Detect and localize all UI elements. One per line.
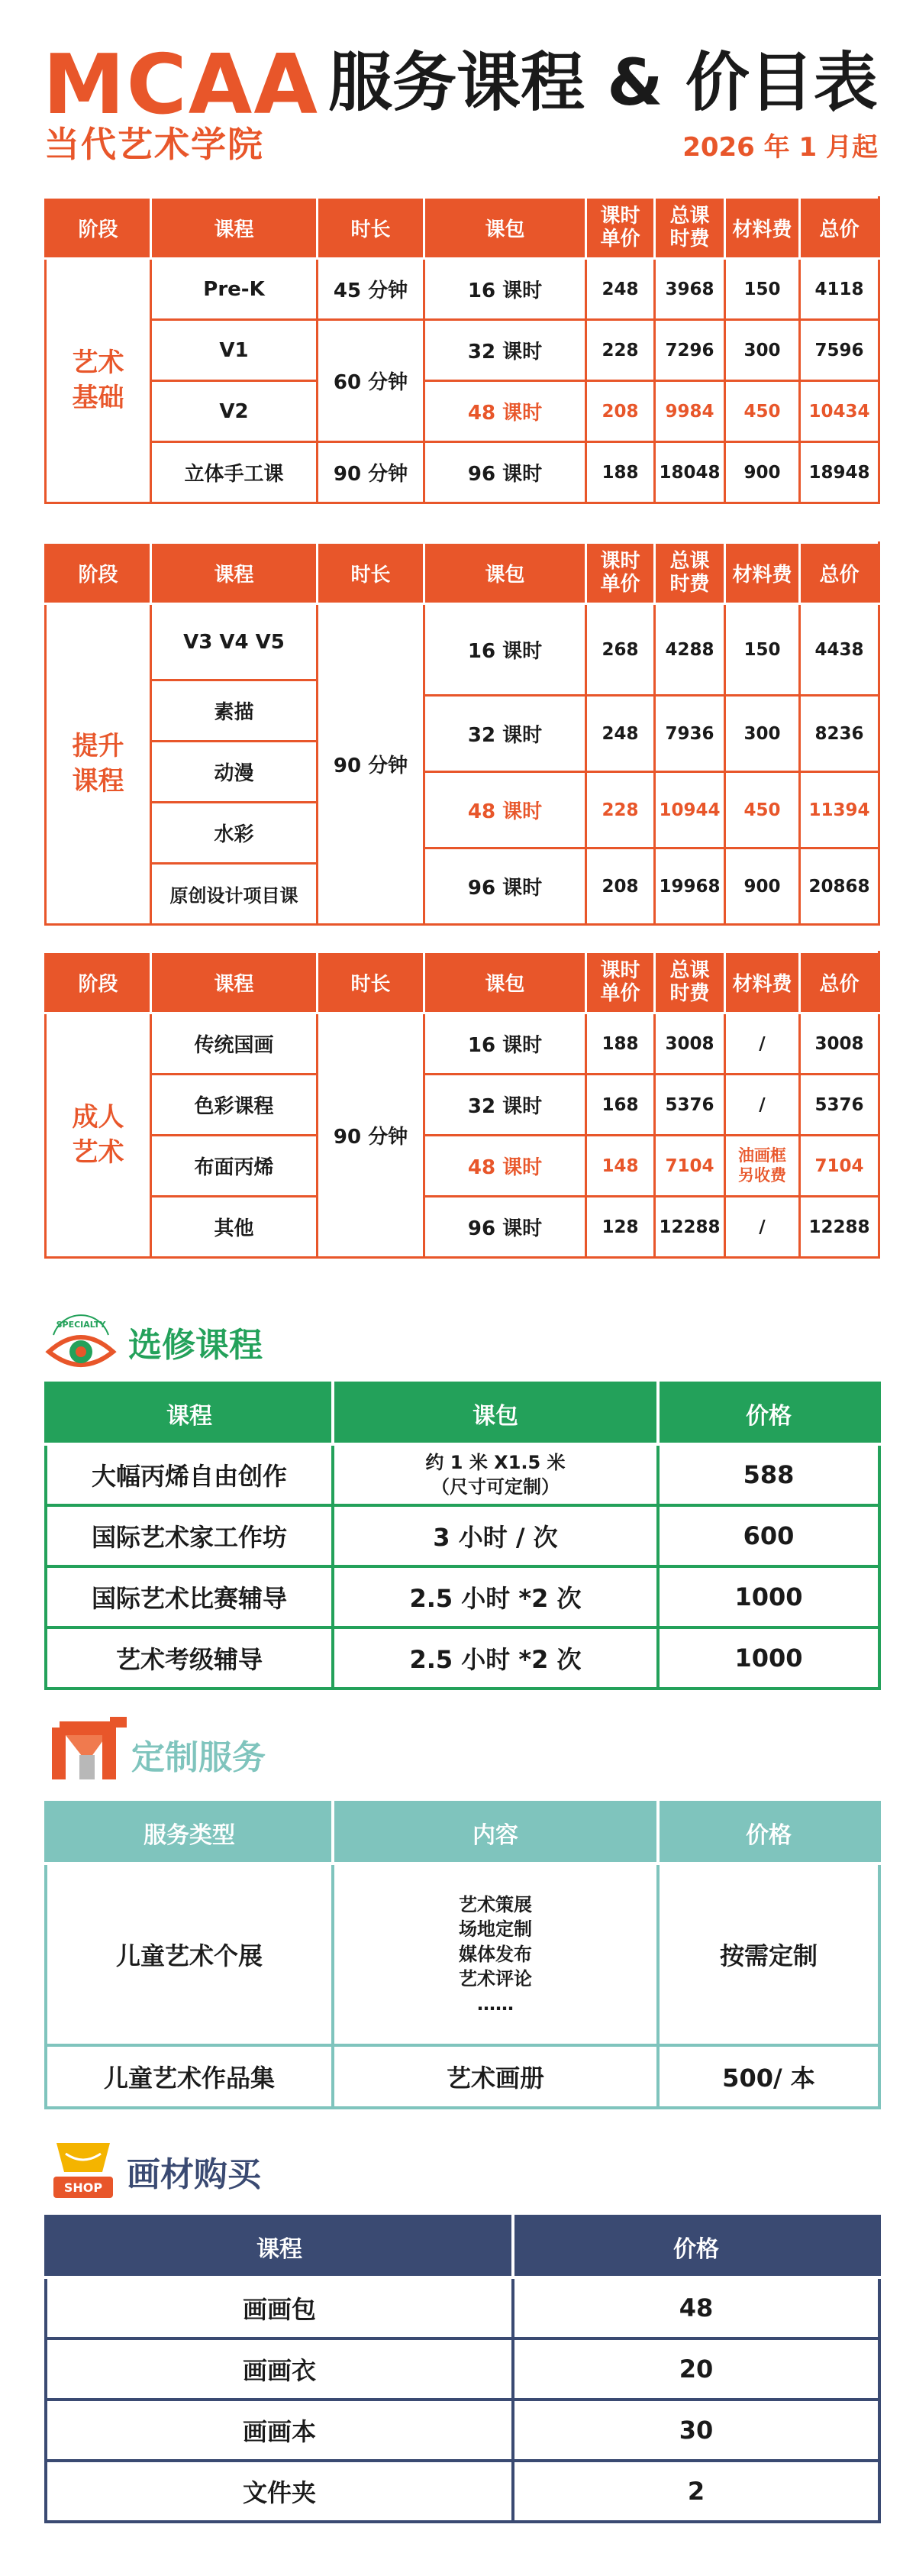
table-row-highlight — [46, 1136, 879, 1197]
course-name: V2 — [151, 381, 318, 442]
header-material: 材料费 — [725, 952, 800, 1013]
header-stage: 阶段 — [46, 952, 151, 1013]
table-row — [46, 1075, 879, 1136]
course-name: 水彩 — [151, 803, 318, 864]
total-fee: 7104 — [655, 1136, 725, 1197]
header-price: 价格 — [658, 1383, 879, 1444]
course-name: V3 V4 V5 — [151, 604, 318, 680]
header-total: 总价 — [800, 952, 879, 1013]
shop-table — [44, 2215, 881, 2523]
total-price: 7104 — [800, 1136, 879, 1197]
unit-price: 128 — [586, 1197, 655, 1258]
duration: 45 分钟 — [318, 259, 424, 320]
material-fee: 900 — [725, 442, 800, 503]
elective-price: 1000 — [658, 1627, 879, 1689]
course-name: 原创设计项目课 — [151, 864, 318, 925]
service-content: 艺术画册 — [333, 2045, 658, 2108]
custom-services-table — [44, 1801, 881, 2109]
header-course: 课程 — [151, 543, 318, 604]
elective-course: 国际艺术家工作坊 — [46, 1505, 333, 1566]
service-price: 按需定制 — [658, 1863, 879, 2045]
package: 48 课时 — [424, 772, 586, 848]
header-stage: 阶段 — [46, 543, 151, 604]
material-fee: 150 — [725, 604, 800, 696]
header-unit-price: 课时 单价 — [586, 543, 655, 604]
stage-label: 艺术 基础 — [46, 259, 151, 503]
duration: 90 分钟 — [318, 1013, 424, 1258]
header-duration: 时长 — [318, 198, 424, 259]
header-price: 价格 — [513, 2216, 879, 2277]
header-unit-price: 课时 单价 — [586, 198, 655, 259]
service-type: 儿童艺术个展 — [46, 1863, 333, 2045]
total-price: 11394 — [800, 772, 879, 848]
package: 96 课时 — [424, 1197, 586, 1258]
custom-service-icon — [46, 1717, 130, 1784]
package: 96 课时 — [424, 442, 586, 503]
header-package: 课包 — [424, 198, 586, 259]
material-fee: / — [725, 1197, 800, 1258]
material-fee: 300 — [725, 320, 800, 381]
price-table-adult-art — [44, 951, 880, 1259]
total-price: 3008 — [800, 1013, 879, 1075]
duration: 90 分钟 — [318, 442, 424, 503]
stage-label: 成人 艺术 — [46, 1013, 151, 1258]
shop-icon — [49, 2138, 118, 2204]
total-fee: 10944 — [655, 772, 725, 848]
shop-price: 20 — [513, 2338, 879, 2400]
elective-price: 600 — [658, 1505, 879, 1566]
total-fee: 7296 — [655, 320, 725, 381]
package: 32 课时 — [424, 320, 586, 381]
material-fee: 450 — [725, 772, 800, 848]
table-row-highlight — [46, 381, 879, 442]
material-fee: / — [725, 1013, 800, 1075]
total-price: 7596 — [800, 320, 879, 381]
total-price: 10434 — [800, 381, 879, 442]
table-row — [46, 320, 879, 381]
shop-item: 画画包 — [46, 2277, 513, 2338]
electives-table — [44, 1382, 881, 1690]
price-table-art-basics — [44, 196, 880, 504]
unit-price: 208 — [586, 848, 655, 925]
elective-package: 约 1 米 X1.5 米 （尺寸可定制） — [333, 1444, 658, 1505]
table-header-row — [46, 952, 879, 1013]
package: 96 课时 — [424, 848, 586, 925]
table-row — [46, 2338, 879, 2400]
header-duration: 时长 — [318, 543, 424, 604]
total-price: 18948 — [800, 442, 879, 503]
total-fee: 9984 — [655, 381, 725, 442]
course-name: 其他 — [151, 1197, 318, 1258]
page-title: 服务课程 & 价目表 — [328, 45, 878, 120]
total-price: 5376 — [800, 1075, 879, 1136]
table-header-row — [46, 2216, 879, 2277]
custom-title: 定制服务 — [131, 1738, 266, 1777]
header-total-fee: 总课 时费 — [655, 952, 725, 1013]
unit-price: 188 — [586, 442, 655, 503]
header-package: 课包 — [424, 543, 586, 604]
elective-course: 大幅丙烯自由创作 — [46, 1444, 333, 1505]
table-row — [46, 1566, 879, 1627]
material-fee: 300 — [725, 696, 800, 772]
elective-package: 2.5 小时 *2 次 — [333, 1566, 658, 1627]
course-name: 布面丙烯 — [151, 1136, 318, 1197]
material-fee: 150 — [725, 259, 800, 320]
table-row — [46, 604, 879, 635]
table-row — [46, 1627, 879, 1689]
table-header-row — [46, 1802, 879, 1863]
header-total: 总价 — [800, 198, 879, 259]
material-fee: 油画框 另收费 — [725, 1136, 800, 1197]
total-price: 20868 — [800, 848, 879, 925]
course-name: 色彩课程 — [151, 1075, 318, 1136]
elective-price: 588 — [658, 1444, 879, 1505]
total-fee: 3008 — [655, 1013, 725, 1075]
header-course: 课程 — [46, 1383, 333, 1444]
elective-course: 艺术考级辅导 — [46, 1627, 333, 1689]
electives-title: 选修课程 — [128, 1326, 263, 1365]
header-material: 材料费 — [725, 543, 800, 604]
course-name: 动漫 — [151, 742, 318, 803]
material-fee: 450 — [725, 381, 800, 442]
course-name: 素描 — [151, 680, 318, 742]
specialty-eye-icon — [43, 1312, 119, 1373]
header-package: 课包 — [333, 1383, 658, 1444]
table-header-row — [46, 198, 879, 259]
total-fee: 7936 — [655, 696, 725, 772]
shop-title: 画材购买 — [127, 2155, 261, 2194]
material-fee: / — [725, 1075, 800, 1136]
course-name: V1 — [151, 320, 318, 381]
table-row — [46, 259, 879, 320]
shop-badge-text: SHOP — [63, 2180, 103, 2195]
unit-price: 248 — [586, 696, 655, 772]
total-price: 8236 — [800, 696, 879, 772]
elective-course: 国际艺术比赛辅导 — [46, 1566, 333, 1627]
shop-price: 48 — [513, 2277, 879, 2338]
unit-price: 148 — [586, 1136, 655, 1197]
header-stage: 阶段 — [46, 198, 151, 259]
package: 16 课时 — [424, 1013, 586, 1075]
stage-label: 提升 课程 — [46, 604, 151, 925]
header-unit-price: 课时 单价 — [586, 952, 655, 1013]
header-content: 内容 — [333, 1802, 658, 1863]
table-row — [46, 1505, 879, 1566]
shop-item: 画画衣 — [46, 2338, 513, 2400]
header-price: 价格 — [658, 1802, 879, 1863]
unit-price: 188 — [586, 1013, 655, 1075]
unit-price: 268 — [586, 604, 655, 696]
table-header-row — [46, 1383, 879, 1444]
elective-price: 1000 — [658, 1566, 879, 1627]
package: 32 课时 — [424, 696, 586, 772]
total-fee: 12288 — [655, 1197, 725, 1258]
table-row — [46, 1197, 879, 1258]
service-price: 500/ 本 — [658, 2045, 879, 2108]
table-header-row — [46, 543, 879, 604]
header-total: 总价 — [800, 543, 879, 604]
table-row — [46, 2461, 879, 2522]
total-fee: 4288 — [655, 604, 725, 696]
package: 32 课时 — [424, 1075, 586, 1136]
unit-price: 208 — [586, 381, 655, 442]
shop-price: 30 — [513, 2400, 879, 2461]
total-price: 12288 — [800, 1197, 879, 1258]
table-row — [46, 1444, 879, 1505]
package: 48 课时 — [424, 1136, 586, 1197]
header-total-fee: 总课 时费 — [655, 543, 725, 604]
unit-price: 228 — [586, 320, 655, 381]
specialty-badge-text: SPECIALTY — [56, 1320, 106, 1330]
package: 16 课时 — [424, 604, 586, 696]
shop-item: 画画本 — [46, 2400, 513, 2461]
duration: 90 分钟 — [318, 604, 424, 925]
shop-price: 2 — [513, 2461, 879, 2522]
elective-package: 2.5 小时 *2 次 — [333, 1627, 658, 1689]
header-item: 课程 — [46, 2216, 513, 2277]
total-price: 4118 — [800, 259, 879, 320]
course-name: 传统国画 — [151, 1013, 318, 1075]
table-row — [46, 1013, 879, 1075]
service-content: 艺术策展 场地定制 媒体发布 艺术评论 …… — [333, 1863, 658, 2045]
course-name: Pre-K — [151, 259, 318, 320]
unit-price: 168 — [586, 1075, 655, 1136]
package: 16 课时 — [424, 259, 586, 320]
service-type: 儿童艺术作品集 — [46, 2045, 333, 2108]
total-price: 4438 — [800, 604, 879, 696]
package: 48 课时 — [424, 381, 586, 442]
duration: 60 分钟 — [318, 320, 424, 442]
total-fee: 19968 — [655, 848, 725, 925]
table-row — [46, 442, 879, 503]
material-fee: 900 — [725, 848, 800, 925]
elective-package: 3 小时 / 次 — [333, 1505, 658, 1566]
table-row — [46, 2045, 879, 2108]
header-total-fee: 总课 时费 — [655, 198, 725, 259]
header-course: 课程 — [151, 198, 318, 259]
unit-price: 248 — [586, 259, 655, 320]
logo-subtitle: 当代艺术学院 — [44, 124, 264, 165]
total-fee: 3968 — [655, 259, 725, 320]
unit-price: 228 — [586, 772, 655, 848]
header-material: 材料费 — [725, 198, 800, 259]
header-package: 课包 — [424, 952, 586, 1013]
header-service-type: 服务类型 — [46, 1802, 333, 1863]
header-duration: 时长 — [318, 952, 424, 1013]
total-fee: 5376 — [655, 1075, 725, 1136]
course-name: 立体手工课 — [151, 442, 318, 503]
table-row — [46, 1863, 879, 2045]
header-course: 课程 — [151, 952, 318, 1013]
table-row — [46, 2400, 879, 2461]
logo-mcaa: MCAA — [43, 37, 319, 133]
shop-item: 文件夹 — [46, 2461, 513, 2522]
table-row — [46, 2277, 879, 2338]
effective-date: 2026 年 1 月起 — [682, 132, 878, 163]
total-fee: 18048 — [655, 442, 725, 503]
price-table-advanced — [44, 541, 880, 926]
